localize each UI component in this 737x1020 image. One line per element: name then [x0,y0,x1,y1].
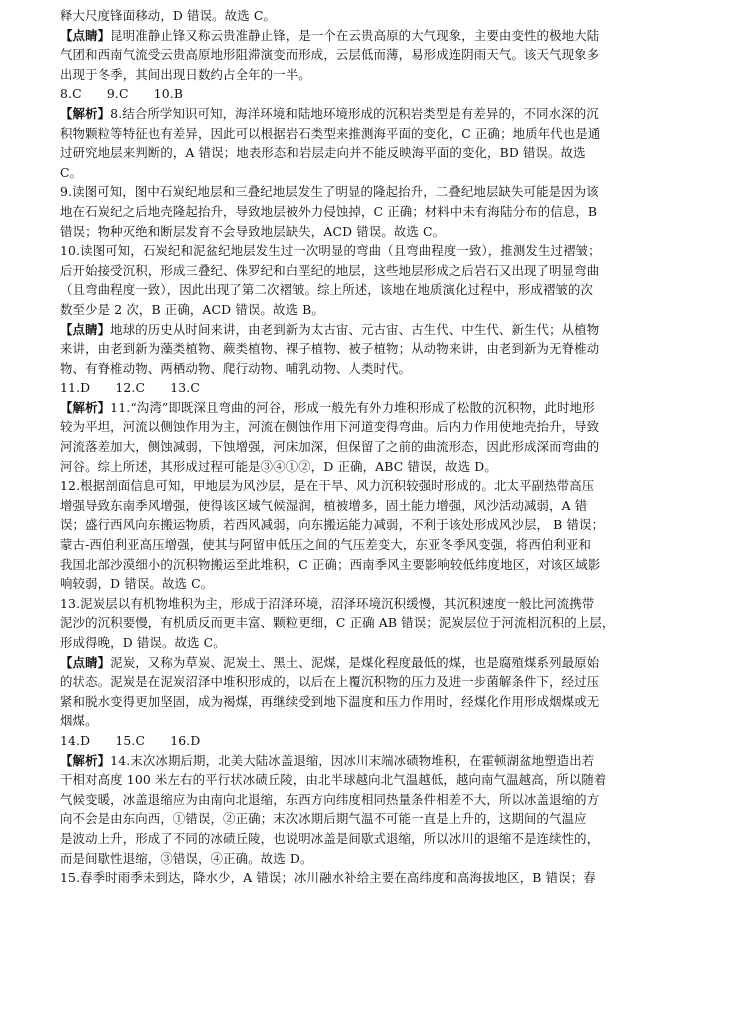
text-line-26: 增强导致东南季风增强，使得该区域气候湿润，植被增多，固土能力增强，风沙活动减弱，A 错 [60,497,588,513]
text-line-28: 蒙古-西伯利亚高压增强，使其与阿留申低压之间的气压差变大，东亚冬季风变强，将西伯利亚和 [60,537,592,553]
text-line-31: 13.泥炭层以有机物堆积为主，形成于沼泽环境，沼泽环境沉积缓慢，其沉积速度一般比河流携带 [60,595,595,611]
text-line-32: 泥沙的沉积要慢，有机质反而更丰富、颗粒更细，C 正确 AB 错误；泥炭层位于河流相沉积的上层， [60,615,615,631]
text-line-44: 而是间歇性退缩，③错误，④正确。故选 D。 [60,850,313,866]
text-line-7: 积物颗粒等特征也有差异，因此可以根据岩石类型来推测海平面的变化，C 正确；地质年代也是通 [60,125,601,141]
text-line-33: 形成得晚，D 错误。故选 C。 [60,635,226,650]
note-tag: 【点睛】 [60,321,111,337]
text-line-13: 10.读图可知，石炭纪和泥盆纪地层发生过一次明显的弯曲（且弯曲程度一致），推测发生过褶皱； [60,243,601,259]
text-line-17: 【点睛】地球的历史从时间来讲，由老到新为太古宙、元古宙、古生代、中生代、新生代；从植物 [60,321,600,337]
text-line-1: 释大尺度锋面移动，D 错误。故选 C。 [60,8,277,23]
answer-key-line: 8.C 9.C 10.B [60,86,184,102]
text-line-45: 15.春季时雨季未到达，降水少，A 错误；冰川融水补给主要在高纬度和高海拔地区，B 错误；春 [60,870,596,886]
note-tag: 【点睛】 [60,27,111,43]
text-line-42: 向不会是由东向西，①错误，②正确；末次冰期后期气温不可能一直是上升的，这期间的气温应 [60,811,587,827]
text-line-34: 【点睛】泥炭，又称为草炭、泥炭土、黑土、泥煤，是煤化程度最低的煤，也是腐殖煤系列最原始 [60,654,600,670]
text-line-4: 出现于冬季，其间出现日数约占全年的一半。 [60,66,311,82]
text-line-30: 响较弱，D 错误。故选 C。 [60,576,214,592]
text-line-24: 河谷。综上所述，其形成过程可能是③④①②，D 正确，ABC 错误，故选 D。 [60,458,497,474]
text-line-22: 较为平坦，河流以侧蚀作用为主，河流在侧蚀作用下河道变得弯曲。后内力作用使地壳抬升，导致 [60,419,600,435]
text-line-6: 【解析】8.结合所学知识可知，海洋环境和陆地环境形成的沉积岩类型是有差异的，不同水深的沉 [60,105,599,121]
text-line-27: 误；盛行西风向东搬运物质，若西风减弱，向东搬运能力减弱，不利于该处形成风沙层， B 错误； [60,517,605,533]
answer-key-line: 11.D 12.C 13.C [60,380,200,396]
text-line-10: 9.读图可知，图中石炭纪地层和三叠纪地层发生了明显的隆起抬升，二叠纪地层缺失可能是因为该 [60,184,599,200]
text-line-12: 错误；物种灭绝和断层发育不会导致地层缺失，ACD 错误。故选 C。 [60,223,446,239]
text-line-39: 【解析】14.末次冰期后期，北美大陆冰盖退缩，因冰川末端冰碛物堆积，在霍顿湖盆地塑造出若 [60,752,595,768]
text-line-25: 12.根据剖面信息可知，甲地层为风沙层，是在干旱、风力沉积较强时形成的。北太平副热带高压 [60,478,595,494]
text-line-18: 来讲，由老到新为藻类植物、蕨类植物、裸子植物、被子植物；从动物来讲，由老到新为无脊椎动 [60,341,600,357]
note-tag: 【点睛】 [60,654,111,670]
text-line-8: 过研究地层来判断的，A 错误；地表形态和岩层走向并不能反映海平面的变化，BD 错误。故选 [60,145,586,161]
text-line-16: 数至少是 2 次，B 正确，ACD 错误。故选 B。 [60,301,324,317]
text-line-11: 地在石炭纪之后地壳隆起抬升，导致地层被外力侵蚀掉，C 正确；材料中未有海陆分布的信息，B [60,203,598,219]
answer-key-line: 14.D 15.C 16.D [60,732,201,748]
text-line-41: 气候变暖，冰盖退缩应为由南向北退缩，东西方向纬度相同热量条件相差不大，所以冰盖退缩的方 [60,791,600,807]
analysis-tag: 【解析】 [60,105,111,121]
text-line-19: 物、有脊椎动物、两栖动物、爬行动物、哺乳动物、人类时代。 [60,360,412,376]
text-line-15: （且弯曲程度一致），因此出现了第二次褶皱。综上所述，该地在地质演化过程中，形成褶皱的次 [60,282,594,298]
text-line-37: 烟煤。 [60,713,98,729]
text-line-23: 河流落差加大，侧蚀减弱，下蚀增强，河床加深，但保留了之前的曲流形态，因此形成深而弯曲的 [60,439,600,455]
text-line-29: 我国北部沙漠细小的沉积物搬运至此堆积，C 正确；西南季风主要影响较低纬度地区，对该区域影 [60,556,601,572]
analysis-tag: 【解析】 [60,399,111,415]
text-line-3: 气团和西南气流受云贵高原地形阻滞演变而形成，云层低而薄，易形成连阴雨天气。该天气现象多 [60,47,600,63]
analysis-tag: 【解析】 [60,752,111,768]
text-line-14: 后开始接受沉积，形成三叠纪、侏罗纪和白垩纪的地层，这些地层形成之后岩石又出现了明显弯曲 [60,262,600,278]
text-line-9: C。 [60,164,83,180]
text-line-35: 的状态。泥炭是在泥炭沼泽中堆积形成的，以后在上覆沉积物的压力及进一步菌解条件下，经过压 [60,674,600,690]
text-line-36: 紧和脱水变得更加坚固，成为褐煤，再继续受到地下温度和压力作用时，经煤化作用形成烟煤或无 [60,693,600,709]
text-line-43: 是波动上升，形成了不同的冰碛丘陵，也说明冰盖是间歇式退缩，所以冰川的退缩不是连续性的， [60,830,600,846]
text-line-40: 干相对高度 100 米左右的平行状冰碛丘陵，由北半球越向北气温越低，越向南气温越高，所以随着 [60,772,607,788]
text-line-21: 【解析】11.“沟湾”即既深且弯曲的河谷，形成一般先有外力堆积形成了松散的沉积物，此时地形 [60,399,595,415]
text-line-2: 【点睛】昆明准静止锋又称云贵准静止锋，是一个在云贵高原的大气现象，主要由变性的极地大陆 [60,27,600,43]
